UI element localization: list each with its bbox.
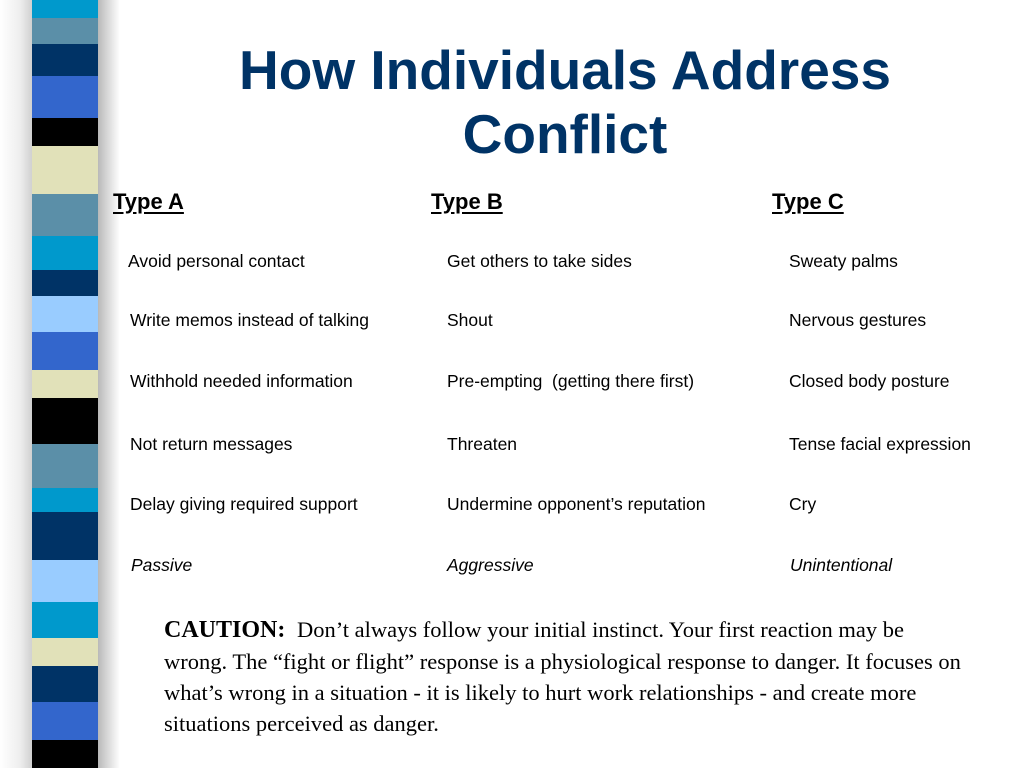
stripe-segment: [32, 236, 98, 270]
stripe-segment: [32, 398, 98, 444]
type-b-cell: Pre-empting (getting there first): [447, 371, 695, 391]
stripe-segment: [32, 44, 98, 76]
stripe-segment: [32, 18, 98, 44]
type-a-cell: Not return messages: [130, 434, 293, 454]
type-b-cell: Threaten: [447, 434, 518, 454]
type-c-cell: Cry: [789, 494, 817, 514]
type-a-cell: Avoid personal contact: [128, 251, 305, 271]
type-c-cell: Closed body posture: [789, 371, 950, 391]
type-b-cell: Shout: [447, 310, 493, 330]
caution-label: CAUTION:: [164, 617, 286, 643]
stripe-segment: [32, 118, 98, 146]
type-a-cell: Write memos instead of talking: [130, 310, 369, 330]
type-a-cell: Withhold needed information: [130, 371, 353, 391]
slide-title: [150, 38, 980, 166]
caution-note: [164, 614, 964, 739]
stripe-segment: [32, 370, 98, 398]
type-b-cell: Get others to take sides: [447, 251, 632, 271]
slide-title-line-1: How Individuals Address: [239, 39, 891, 101]
stripe-segment: [32, 194, 98, 236]
type-b-summary: Aggressive: [447, 555, 534, 575]
caution-text: Don’t always follow your initial instinct. Your first reaction may be wrong. The “fight or flight” response is a physiological response to danger. It focuses on what’s wrong in a situation - it is likely to hurt work relationships - and create more situations perceived as danger.: [164, 617, 961, 736]
type-c-summary: Unintentional: [790, 555, 893, 575]
stripe-segment: [32, 146, 98, 194]
stripe-segment: [32, 638, 98, 666]
stripe-segment: [32, 332, 98, 370]
stripe-segment: [32, 488, 98, 512]
stripe-segment: [32, 560, 98, 602]
stripe-segment: [32, 666, 98, 702]
stripe-segment: [32, 270, 98, 296]
decorative-stripe-band: [32, 0, 98, 768]
type-a-summary: Passive: [131, 555, 193, 575]
stripe-segment: [32, 740, 98, 768]
stripe-segment: [32, 76, 98, 118]
stripe-segment: [32, 702, 98, 740]
column-header-type-a: Type A: [113, 189, 184, 214]
stripe-segment: [32, 512, 98, 560]
stripe-segment: [32, 0, 98, 18]
type-c-cell: Tense facial expression: [789, 434, 971, 454]
column-header-type-b: Type B: [431, 189, 503, 214]
slide-title-line-2: Conflict: [462, 103, 668, 165]
type-a-cell: Delay giving required support: [130, 494, 358, 514]
type-c-cell: Sweaty palms: [789, 251, 898, 271]
type-c-cell: Nervous gestures: [789, 310, 927, 330]
stripe-segment: [32, 444, 98, 488]
stripe-segment: [32, 602, 98, 638]
column-header-type-c: Type C: [772, 189, 844, 214]
stripe-segment: [32, 296, 98, 332]
type-b-cell: Undermine opponent’s reputation: [447, 494, 706, 514]
